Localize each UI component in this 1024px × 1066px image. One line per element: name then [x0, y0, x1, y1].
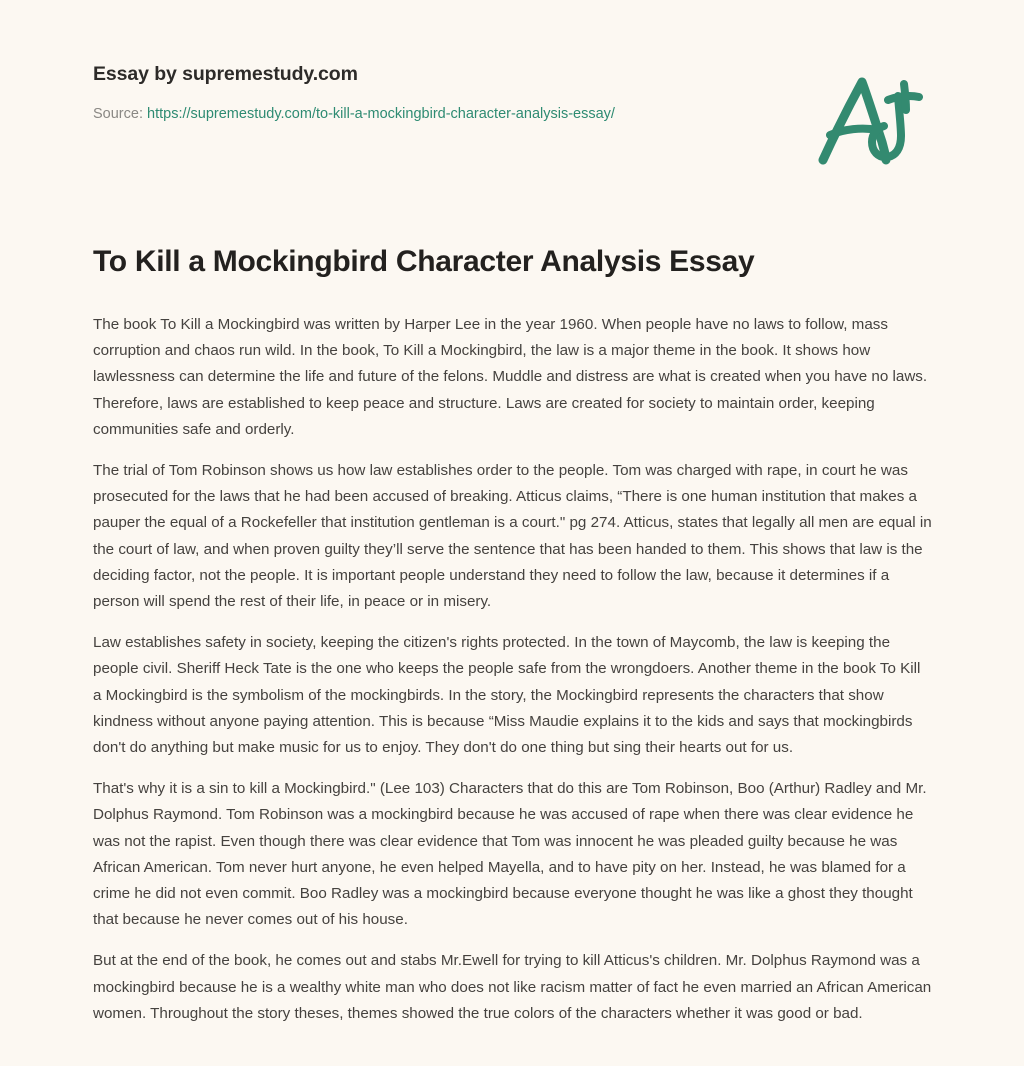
source-label: Source:	[93, 106, 143, 123]
essay-paragraph: Law establishes safety in society, keeping the citizen's rights protected. In the town of Maycomb, the law is keeping the people civil. Sheriff Heck Tate is the one who keeps the people safe from the wrongdoers. Another theme in the book To Kill a Mockingbird is the symbolism of the mockingbirds. In the story, the Mockingbird represents the characters that show kindness without anyone paying attention. This is because “Miss Maudie explains it to the kids and says that mockingbirds don't do anything but make music for us to enjoy. They don't do one thing but sing their hearts out for us.	[93, 634, 921, 757]
source-url-link[interactable]: https://supremestudy.com/to-kill-a-mockingbird-character-analysis-essay/	[147, 106, 615, 123]
essay-paragraph: That's why it is a sin to kill a Mockingbird." (Lee 103) Characters that do this are Tom Robinson, Boo (Arthur) Radley and Mr. Dolphus Raymond. Tom Robinson was a mockingbird because he was accused of rape when there was clear evidence he was not the rapist. Even though there was clear evidence that Tom was innocent he was pleaded guilty because he was African American. Tom never hurt anyone, he even helped Mayella, and to have pity on her. Instead, he was blamed for a crime he did not even commit. Boo Radley was a mockingbird because everyone thought he was like a ghost they thought that because he never comes out of his house.	[93, 780, 927, 929]
essay-paragraph: The book To Kill a Mockingbird was written by Harper Lee in the year 1960. When people have no laws to follow, mass corruption and chaos run wild. In the book, To Kill a Mockingbird, the law is a major theme in the book. It shows how lawlessness can determine the life and future of the felons. Muddle and distress are what is created when you have no laws. Therefore, laws are established to keep peace and structure. Laws are created for society to maintain order, keeping communities safe and orderly.	[93, 316, 928, 438]
a-plus-logo	[812, 72, 936, 168]
essay-body	[93, 312, 933, 1027]
byline: Essay by supremestudy.com	[93, 63, 358, 85]
essay-paragraph: The trial of Tom Robinson shows us how law establishes order to the people. Tom was charged with rape, in court he was prosecuted for the laws that he had been accused of breaking. Atticus claims, “There is one human institution that makes a pauper the equal of a Rockefeller that institution gentleman is a court." pg 274. Atticus, states that legally all men are equal in the court of law, and when proven guilty they’ll serve the sentence that has been handed to them. This shows that law is the deciding factor, not the people. It is important people understand they need to follow the law, because it determines if a person will spend the rest of their life, in peace or in misery.	[93, 462, 932, 611]
essay-paragraph: But at the end of the book, he comes out and stabs Mr.Ewell for trying to kill Atticus's children. Mr. Dolphus Raymond was a mockingbird because he is a wealthy white man who does not like racism matter of fact he even married an African American women. Throughout the story theses, themes showed the true colors of the characters whether it was good or bad.	[93, 952, 932, 1022]
page-title: To Kill a Mockingbird Character Analysis Essay	[93, 245, 755, 278]
